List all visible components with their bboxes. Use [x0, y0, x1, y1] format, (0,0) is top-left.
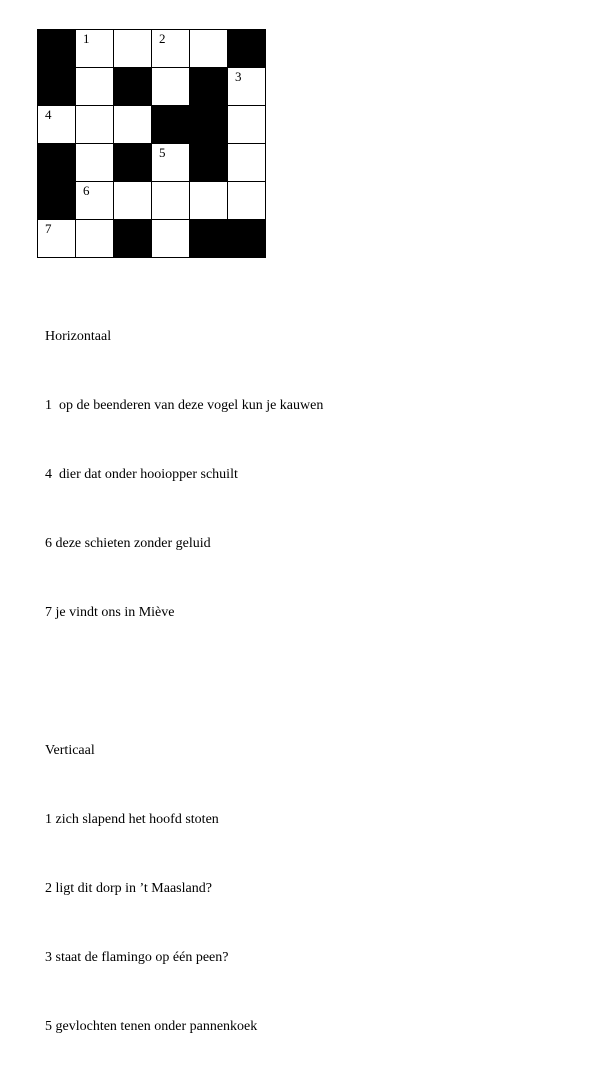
- grid-cell[interactable]: [76, 220, 114, 258]
- grid-cell[interactable]: [76, 68, 114, 106]
- grid-cell-black: [38, 68, 76, 106]
- grid-cell[interactable]: [152, 182, 190, 220]
- vertical-heading: Verticaal: [45, 743, 95, 758]
- grid-cell[interactable]: [38, 220, 76, 258]
- grid-cell[interactable]: [114, 182, 152, 220]
- horizontal-clue-4: 4 dier dat onder hooiopper schuilt: [45, 467, 238, 482]
- grid-cell[interactable]: [190, 30, 228, 68]
- cell-number: 5: [159, 145, 166, 160]
- section-gap: [45, 672, 323, 701]
- grid-cell[interactable]: [152, 30, 190, 68]
- grid-cell[interactable]: [152, 220, 190, 258]
- grid-cell[interactable]: [228, 68, 266, 106]
- grid-cell[interactable]: [152, 68, 190, 106]
- grid-cell-black: [114, 220, 152, 258]
- grid-cell-black: [114, 68, 152, 106]
- horizontal-clue-7: 7 je vindt ons in Miève: [45, 605, 175, 620]
- grid-cell[interactable]: [76, 106, 114, 144]
- grid-cell-black: [190, 144, 228, 182]
- grid-cell-black: [38, 30, 76, 68]
- horizontal-clue-6: 6 deze schieten zonder geluid: [45, 536, 211, 551]
- horizontal-clue-1: 1 op de beenderen van deze vogel kun je kauwen: [45, 398, 324, 413]
- cell-number: 3: [235, 69, 242, 84]
- clue-list: [45, 287, 323, 1066]
- grid-cell-black: [38, 182, 76, 220]
- vertical-clue-1: 1 zich slapend het hoofd stoten: [45, 812, 219, 827]
- grid-cell-black: [114, 144, 152, 182]
- cell-number: 6: [83, 183, 90, 198]
- grid-cell[interactable]: [190, 182, 228, 220]
- grid-cell[interactable]: [228, 106, 266, 144]
- cell-number: 4: [45, 107, 52, 122]
- grid-cell[interactable]: [114, 30, 152, 68]
- vertical-clue-2: 2 ligt dit dorp in ’t Maasland?: [45, 881, 212, 896]
- grid-cell-black: [152, 106, 190, 144]
- grid-cell-black: [228, 30, 266, 68]
- grid-cell-black: [190, 68, 228, 106]
- grid-cell[interactable]: [38, 106, 76, 144]
- grid-cell-black: [190, 220, 228, 258]
- grid-cell[interactable]: [76, 144, 114, 182]
- cell-number: 2: [159, 31, 166, 46]
- vertical-clue-3: 3 staat de flamingo op één peen?: [45, 950, 229, 965]
- grid-cell[interactable]: [76, 182, 114, 220]
- vertical-clue-5: 5 gevlochten tenen onder pannenkoek: [45, 1019, 258, 1034]
- horizontal-heading: Horizontaal: [45, 329, 112, 344]
- grid-cell[interactable]: [114, 106, 152, 144]
- grid-cell[interactable]: [152, 144, 190, 182]
- cell-number: 1: [83, 31, 90, 46]
- grid-cell-black: [190, 106, 228, 144]
- grid-cell[interactable]: [228, 144, 266, 182]
- grid-cell[interactable]: [76, 30, 114, 68]
- grid-cell-black: [38, 144, 76, 182]
- cell-number: 7: [45, 221, 52, 236]
- crossword-grid: [37, 29, 266, 258]
- grid-cell-black: [228, 220, 266, 258]
- grid-cell[interactable]: [228, 182, 266, 220]
